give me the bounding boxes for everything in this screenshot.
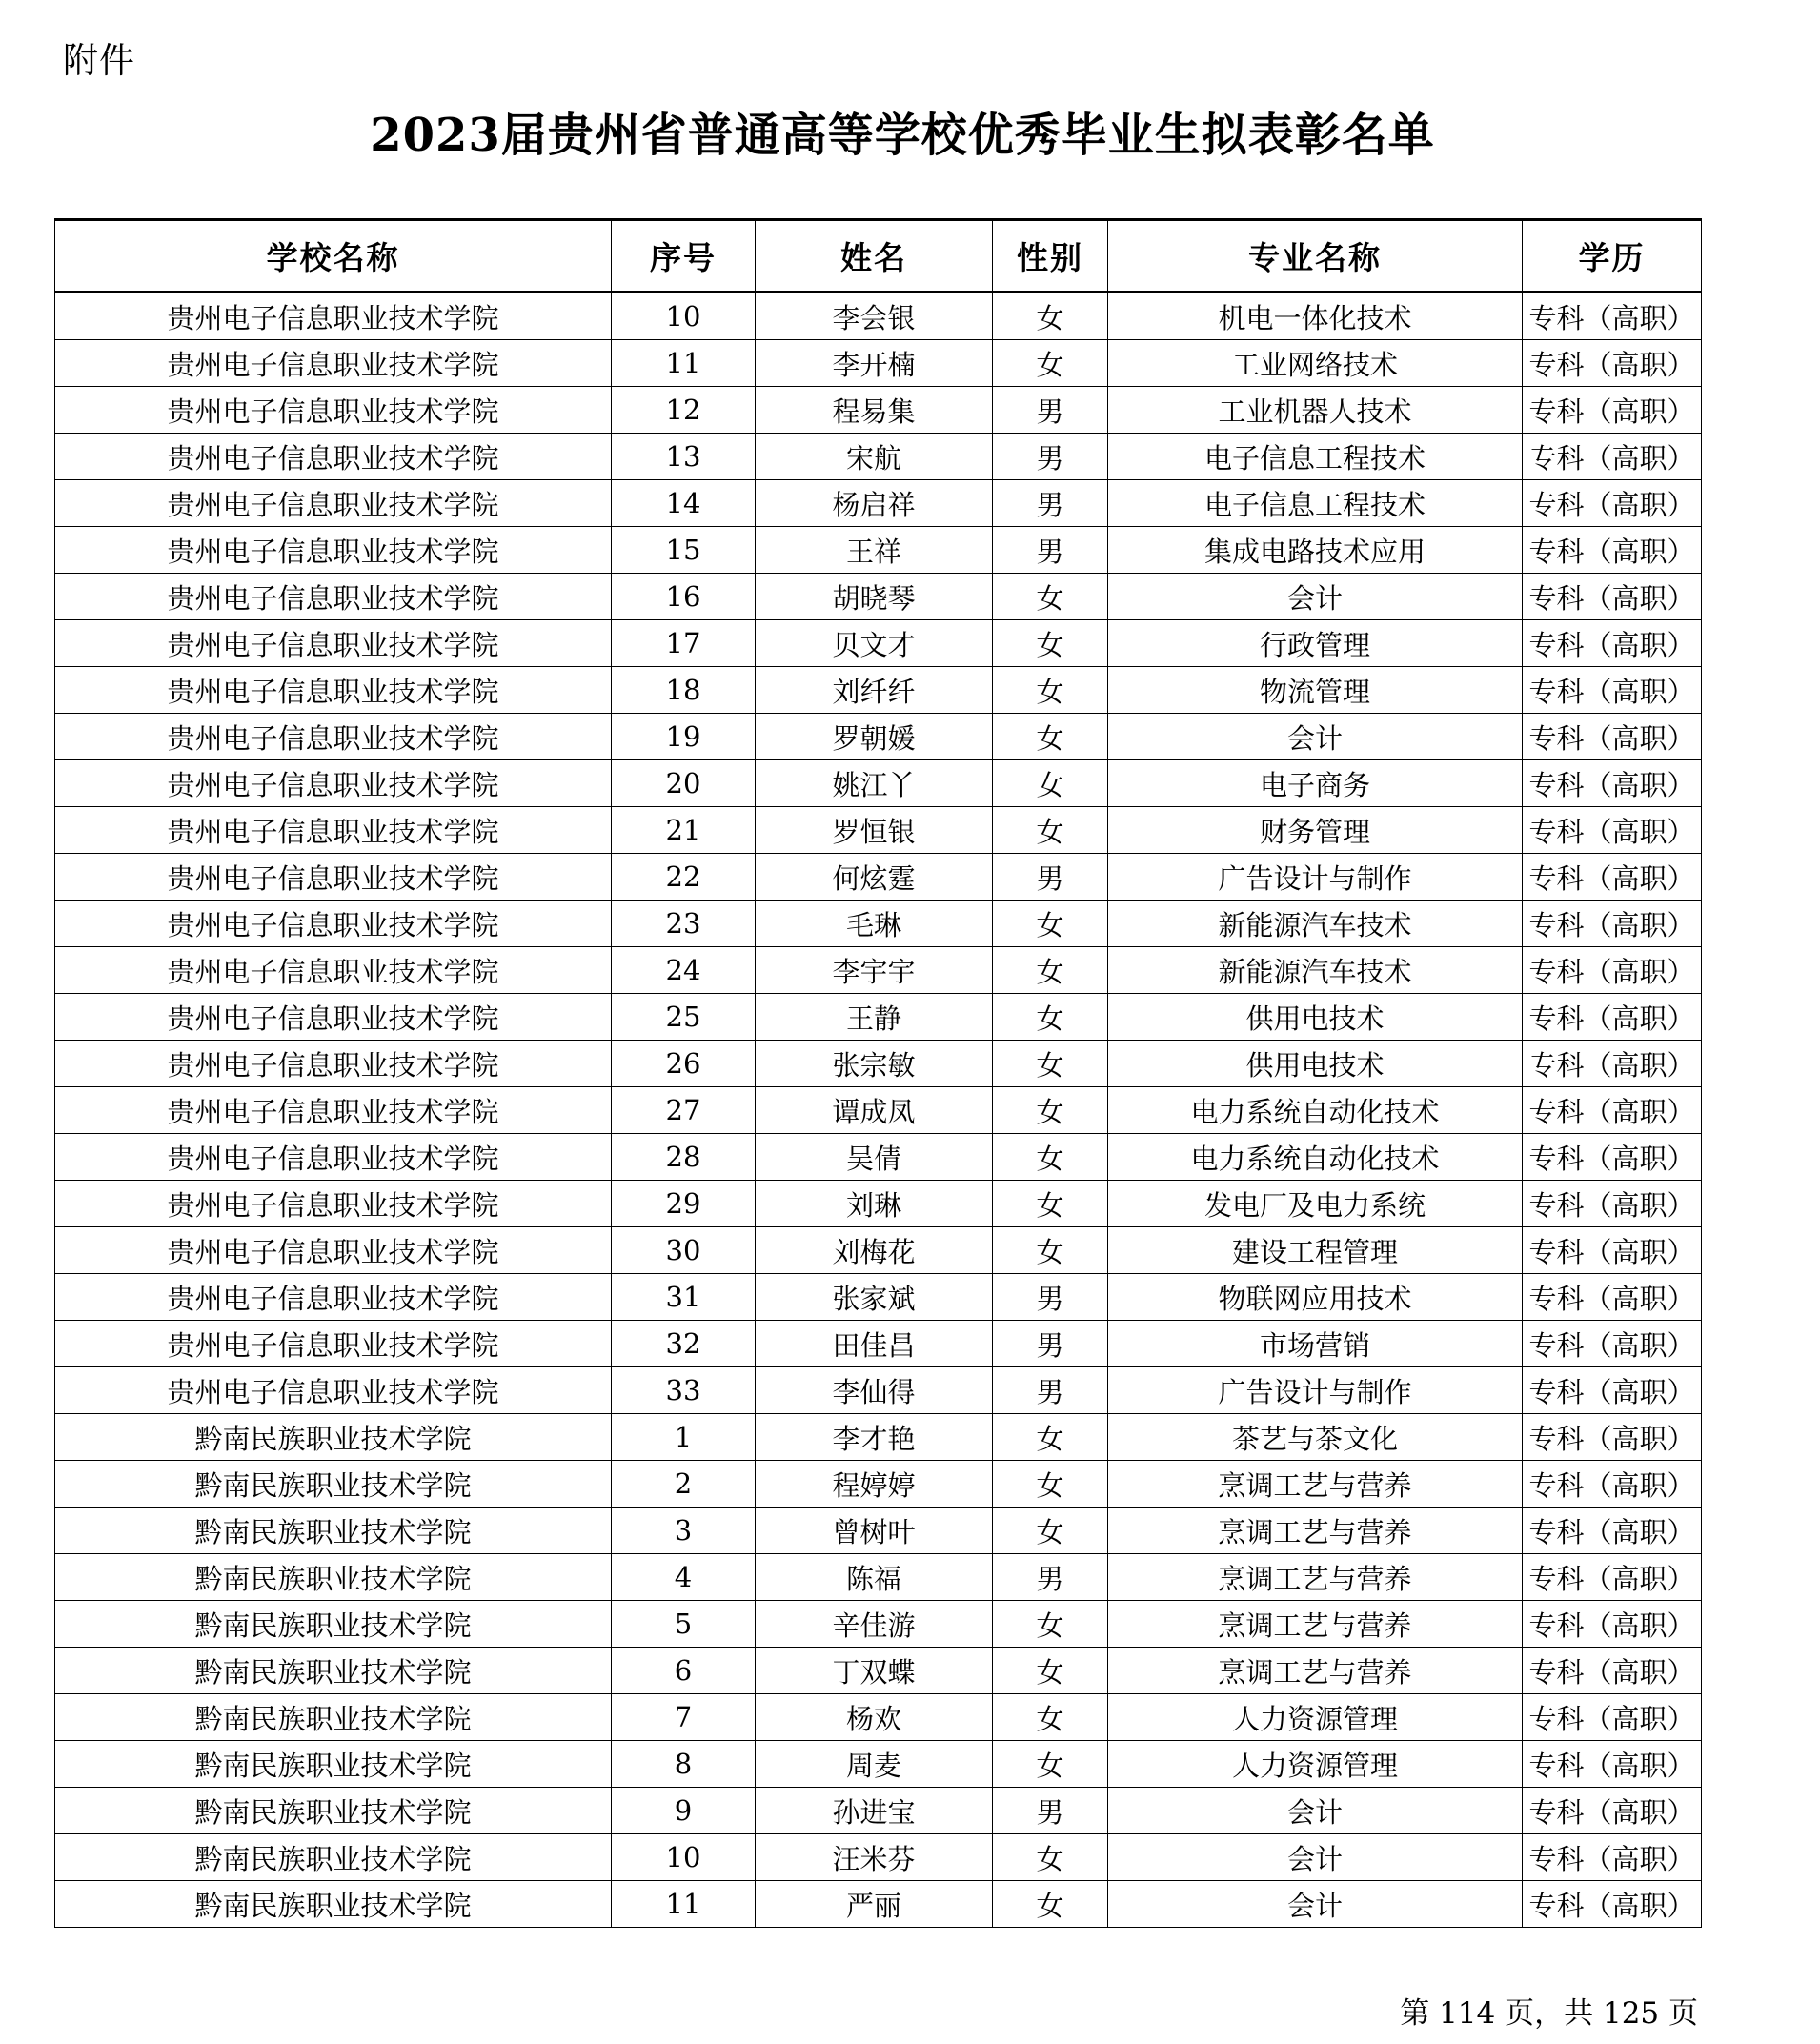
cell-school-name: 黔南民族职业技术学院 — [55, 1554, 612, 1601]
table-body — [55, 293, 1702, 1928]
table-row — [55, 1041, 1702, 1087]
cell-degree: 专科（高职） — [1523, 667, 1702, 714]
cell-school-name: 贵州电子信息职业技术学院 — [55, 1181, 612, 1227]
cell-degree: 专科（高职） — [1523, 901, 1702, 947]
table-row — [55, 1694, 1702, 1741]
cell-serial-number: 31 — [612, 1274, 756, 1321]
cell-serial-number: 5 — [612, 1601, 756, 1648]
cell-major-name: 烹调工艺与营养 — [1108, 1601, 1523, 1648]
cell-major-name: 广告设计与制作 — [1108, 1367, 1523, 1414]
cell-major-name: 新能源汽车技术 — [1108, 901, 1523, 947]
cell-school-name: 贵州电子信息职业技术学院 — [55, 1274, 612, 1321]
cell-gender: 女 — [993, 340, 1108, 387]
cell-student-name: 张家斌 — [756, 1274, 993, 1321]
cell-serial-number: 15 — [612, 527, 756, 574]
header-row — [55, 220, 1702, 293]
cell-serial-number: 2 — [612, 1461, 756, 1508]
cell-major-name: 物联网应用技术 — [1108, 1274, 1523, 1321]
cell-degree: 专科（高职） — [1523, 1648, 1702, 1694]
table-header — [55, 220, 1702, 293]
cell-gender: 男 — [993, 480, 1108, 527]
cell-student-name: 姚江丫 — [756, 760, 993, 807]
cell-serial-number: 17 — [612, 620, 756, 667]
cell-student-name: 程婷婷 — [756, 1461, 993, 1508]
cell-major-name: 人力资源管理 — [1108, 1694, 1523, 1741]
table-row — [55, 1601, 1702, 1648]
cell-major-name: 会计 — [1108, 714, 1523, 760]
cell-gender: 女 — [993, 1648, 1108, 1694]
table-row — [55, 807, 1702, 854]
table-row — [55, 760, 1702, 807]
table-row — [55, 293, 1702, 340]
cell-gender: 男 — [993, 1788, 1108, 1834]
table-row — [55, 1508, 1702, 1554]
cell-degree: 专科（高职） — [1523, 480, 1702, 527]
cell-student-name: 宋航 — [756, 434, 993, 480]
table-row — [55, 901, 1702, 947]
cell-serial-number: 9 — [612, 1788, 756, 1834]
cell-major-name: 机电一体化技术 — [1108, 293, 1523, 340]
cell-degree: 专科（高职） — [1523, 293, 1702, 340]
honoree-table — [54, 218, 1702, 1928]
cell-serial-number: 19 — [612, 714, 756, 760]
cell-degree: 专科（高职） — [1523, 574, 1702, 620]
cell-student-name: 刘纤纤 — [756, 667, 993, 714]
cell-student-name: 孙进宝 — [756, 1788, 993, 1834]
cell-school-name: 贵州电子信息职业技术学院 — [55, 714, 612, 760]
cell-degree: 专科（高职） — [1523, 1601, 1702, 1648]
cell-degree: 专科（高职） — [1523, 1741, 1702, 1788]
cell-degree: 专科（高职） — [1523, 1134, 1702, 1181]
cell-gender: 男 — [993, 1274, 1108, 1321]
cell-degree: 专科（高职） — [1523, 1274, 1702, 1321]
cell-serial-number: 26 — [612, 1041, 756, 1087]
table-row — [55, 1834, 1702, 1881]
cell-serial-number: 30 — [612, 1227, 756, 1274]
cell-serial-number: 7 — [612, 1694, 756, 1741]
cell-serial-number: 10 — [612, 293, 756, 340]
cell-school-name: 贵州电子信息职业技术学院 — [55, 1367, 612, 1414]
cell-student-name: 严丽 — [756, 1881, 993, 1928]
table-row — [55, 1788, 1702, 1834]
cell-major-name: 会计 — [1108, 1788, 1523, 1834]
cell-gender: 男 — [993, 434, 1108, 480]
table-row — [55, 1227, 1702, 1274]
cell-student-name: 杨欢 — [756, 1694, 993, 1741]
table-row — [55, 1274, 1702, 1321]
cell-degree: 专科（高职） — [1523, 1181, 1702, 1227]
cell-degree: 专科（高职） — [1523, 387, 1702, 434]
cell-serial-number: 14 — [612, 480, 756, 527]
cell-school-name: 贵州电子信息职业技术学院 — [55, 434, 612, 480]
cell-gender: 女 — [993, 1181, 1108, 1227]
cell-serial-number: 11 — [612, 1881, 756, 1928]
cell-major-name: 烹调工艺与营养 — [1108, 1648, 1523, 1694]
cell-student-name: 李开楠 — [756, 340, 993, 387]
cell-degree: 专科（高职） — [1523, 1694, 1702, 1741]
cell-degree: 专科（高职） — [1523, 994, 1702, 1041]
cell-school-name: 贵州电子信息职业技术学院 — [55, 527, 612, 574]
cell-major-name: 烹调工艺与营养 — [1108, 1554, 1523, 1601]
cell-gender: 男 — [993, 854, 1108, 901]
cell-student-name: 田佳昌 — [756, 1321, 993, 1367]
cell-school-name: 贵州电子信息职业技术学院 — [55, 1227, 612, 1274]
cell-degree: 专科（高职） — [1523, 714, 1702, 760]
table-row — [55, 387, 1702, 434]
cell-student-name: 李才艳 — [756, 1414, 993, 1461]
cell-school-name: 贵州电子信息职业技术学院 — [55, 620, 612, 667]
cell-serial-number: 11 — [612, 340, 756, 387]
cell-major-name: 电子信息工程技术 — [1108, 480, 1523, 527]
cell-school-name: 贵州电子信息职业技术学院 — [55, 901, 612, 947]
cell-gender: 女 — [993, 714, 1108, 760]
cell-school-name: 贵州电子信息职业技术学院 — [55, 293, 612, 340]
cell-major-name: 电力系统自动化技术 — [1108, 1134, 1523, 1181]
cell-student-name: 陈福 — [756, 1554, 993, 1601]
cell-serial-number: 13 — [612, 434, 756, 480]
cell-gender: 女 — [993, 293, 1108, 340]
column-header-gender: 性别 — [993, 220, 1108, 293]
table-row — [55, 1181, 1702, 1227]
cell-student-name: 谭成凤 — [756, 1087, 993, 1134]
cell-gender: 女 — [993, 1694, 1108, 1741]
cell-degree: 专科（高职） — [1523, 1414, 1702, 1461]
cell-gender: 女 — [993, 807, 1108, 854]
cell-gender: 女 — [993, 1834, 1108, 1881]
cell-gender: 男 — [993, 1367, 1108, 1414]
cell-major-name: 物流管理 — [1108, 667, 1523, 714]
column-header-serial-number: 序号 — [612, 220, 756, 293]
cell-serial-number: 8 — [612, 1741, 756, 1788]
cell-school-name: 贵州电子信息职业技术学院 — [55, 667, 612, 714]
cell-school-name: 黔南民族职业技术学院 — [55, 1414, 612, 1461]
column-header-major-name: 专业名称 — [1108, 220, 1523, 293]
table-row — [55, 1134, 1702, 1181]
cell-student-name: 周麦 — [756, 1741, 993, 1788]
cell-major-name: 茶艺与茶文化 — [1108, 1414, 1523, 1461]
cell-student-name: 罗朝媛 — [756, 714, 993, 760]
table-row — [55, 574, 1702, 620]
cell-gender: 男 — [993, 387, 1108, 434]
cell-degree: 专科（高职） — [1523, 1788, 1702, 1834]
cell-gender: 女 — [993, 1741, 1108, 1788]
cell-serial-number: 33 — [612, 1367, 756, 1414]
cell-major-name: 电子商务 — [1108, 760, 1523, 807]
cell-serial-number: 4 — [612, 1554, 756, 1601]
cell-serial-number: 3 — [612, 1508, 756, 1554]
table-row — [55, 947, 1702, 994]
cell-major-name: 建设工程管理 — [1108, 1227, 1523, 1274]
cell-degree: 专科（高职） — [1523, 1881, 1702, 1928]
cell-school-name: 黔南民族职业技术学院 — [55, 1788, 612, 1834]
table-row — [55, 1881, 1702, 1928]
cell-gender: 女 — [993, 947, 1108, 994]
cell-major-name: 会计 — [1108, 574, 1523, 620]
cell-gender: 女 — [993, 620, 1108, 667]
cell-student-name: 王静 — [756, 994, 993, 1041]
cell-student-name: 程易集 — [756, 387, 993, 434]
attachment-label: 附件 — [63, 40, 135, 81]
column-header-school-name: 学校名称 — [55, 220, 612, 293]
cell-student-name: 毛琳 — [756, 901, 993, 947]
table-row — [55, 1554, 1702, 1601]
cell-school-name: 贵州电子信息职业技术学院 — [55, 387, 612, 434]
column-header-student-name: 姓名 — [756, 220, 993, 293]
cell-student-name: 汪米芬 — [756, 1834, 993, 1881]
cell-gender: 女 — [993, 1041, 1108, 1087]
table-row — [55, 854, 1702, 901]
cell-student-name: 刘梅花 — [756, 1227, 993, 1274]
table-row — [55, 1367, 1702, 1414]
cell-school-name: 黔南民族职业技术学院 — [55, 1461, 612, 1508]
cell-degree: 专科（高职） — [1523, 527, 1702, 574]
cell-gender: 女 — [993, 1087, 1108, 1134]
cell-gender: 女 — [993, 901, 1108, 947]
page-number-footer: 第 114 页，共 125 页 — [1400, 1996, 1698, 2031]
cell-serial-number: 1 — [612, 1414, 756, 1461]
cell-school-name: 贵州电子信息职业技术学院 — [55, 340, 612, 387]
cell-school-name: 黔南民族职业技术学院 — [55, 1741, 612, 1788]
cell-degree: 专科（高职） — [1523, 1367, 1702, 1414]
cell-degree: 专科（高职） — [1523, 1041, 1702, 1087]
cell-serial-number: 16 — [612, 574, 756, 620]
cell-student-name: 张宗敏 — [756, 1041, 993, 1087]
cell-major-name: 电子信息工程技术 — [1108, 434, 1523, 480]
cell-major-name: 人力资源管理 — [1108, 1741, 1523, 1788]
cell-degree: 专科（高职） — [1523, 1834, 1702, 1881]
table-row — [55, 1087, 1702, 1134]
cell-degree: 专科（高职） — [1523, 1508, 1702, 1554]
cell-gender: 女 — [993, 994, 1108, 1041]
cell-degree: 专科（高职） — [1523, 947, 1702, 994]
cell-gender: 女 — [993, 1414, 1108, 1461]
cell-student-name: 何炫霆 — [756, 854, 993, 901]
cell-degree: 专科（高职） — [1523, 854, 1702, 901]
table-row — [55, 1648, 1702, 1694]
cell-serial-number: 21 — [612, 807, 756, 854]
cell-degree: 专科（高职） — [1523, 620, 1702, 667]
cell-school-name: 贵州电子信息职业技术学院 — [55, 574, 612, 620]
cell-school-name: 贵州电子信息职业技术学院 — [55, 947, 612, 994]
cell-gender: 女 — [993, 760, 1108, 807]
cell-major-name: 烹调工艺与营养 — [1108, 1508, 1523, 1554]
table-row — [55, 434, 1702, 480]
cell-school-name: 黔南民族职业技术学院 — [55, 1601, 612, 1648]
cell-school-name: 黔南民族职业技术学院 — [55, 1834, 612, 1881]
table-row — [55, 620, 1702, 667]
document-title: 2023届贵州省普通高等学校优秀毕业生拟表彰名单 — [370, 109, 1435, 162]
cell-student-name: 辛佳游 — [756, 1601, 993, 1648]
cell-serial-number: 12 — [612, 387, 756, 434]
cell-major-name: 烹调工艺与营养 — [1108, 1461, 1523, 1508]
cell-major-name: 广告设计与制作 — [1108, 854, 1523, 901]
cell-student-name: 贝文才 — [756, 620, 993, 667]
table-row — [55, 1321, 1702, 1367]
cell-serial-number: 6 — [612, 1648, 756, 1694]
cell-serial-number: 10 — [612, 1834, 756, 1881]
cell-student-name: 王祥 — [756, 527, 993, 574]
cell-serial-number: 23 — [612, 901, 756, 947]
cell-school-name: 贵州电子信息职业技术学院 — [55, 854, 612, 901]
cell-major-name: 财务管理 — [1108, 807, 1523, 854]
cell-major-name: 供用电技术 — [1108, 994, 1523, 1041]
cell-degree: 专科（高职） — [1523, 760, 1702, 807]
cell-degree: 专科（高职） — [1523, 1227, 1702, 1274]
cell-student-name: 李会银 — [756, 293, 993, 340]
table-row — [55, 340, 1702, 387]
cell-major-name: 工业网络技术 — [1108, 340, 1523, 387]
cell-major-name: 集成电路技术应用 — [1108, 527, 1523, 574]
cell-serial-number: 28 — [612, 1134, 756, 1181]
cell-gender: 女 — [993, 1461, 1108, 1508]
cell-school-name: 贵州电子信息职业技术学院 — [55, 994, 612, 1041]
cell-major-name: 电力系统自动化技术 — [1108, 1087, 1523, 1134]
cell-serial-number: 18 — [612, 667, 756, 714]
cell-student-name: 胡晓琴 — [756, 574, 993, 620]
cell-student-name: 李宇宇 — [756, 947, 993, 994]
cell-student-name: 吴倩 — [756, 1134, 993, 1181]
cell-major-name: 供用电技术 — [1108, 1041, 1523, 1087]
cell-major-name: 新能源汽车技术 — [1108, 947, 1523, 994]
cell-major-name: 市场营销 — [1108, 1321, 1523, 1367]
cell-degree: 专科（高职） — [1523, 434, 1702, 480]
cell-school-name: 贵州电子信息职业技术学院 — [55, 1134, 612, 1181]
cell-degree: 专科（高职） — [1523, 340, 1702, 387]
cell-student-name: 杨启祥 — [756, 480, 993, 527]
cell-serial-number: 22 — [612, 854, 756, 901]
cell-degree: 专科（高职） — [1523, 807, 1702, 854]
column-header-degree: 学历 — [1523, 220, 1702, 293]
cell-gender: 女 — [993, 1227, 1108, 1274]
cell-school-name: 贵州电子信息职业技术学院 — [55, 480, 612, 527]
cell-school-name: 黔南民族职业技术学院 — [55, 1694, 612, 1741]
table-row — [55, 480, 1702, 527]
cell-student-name: 丁双蝶 — [756, 1648, 993, 1694]
cell-serial-number: 32 — [612, 1321, 756, 1367]
cell-major-name: 发电厂及电力系统 — [1108, 1181, 1523, 1227]
cell-gender: 男 — [993, 1321, 1108, 1367]
table-row — [55, 714, 1702, 760]
cell-degree: 专科（高职） — [1523, 1087, 1702, 1134]
cell-student-name: 刘琳 — [756, 1181, 993, 1227]
cell-serial-number: 24 — [612, 947, 756, 994]
cell-gender: 男 — [993, 1554, 1108, 1601]
cell-serial-number: 20 — [612, 760, 756, 807]
cell-student-name: 李仙得 — [756, 1367, 993, 1414]
cell-gender: 男 — [993, 527, 1108, 574]
cell-gender: 女 — [993, 667, 1108, 714]
table-row — [55, 1414, 1702, 1461]
cell-student-name: 罗恒银 — [756, 807, 993, 854]
table-row — [55, 1461, 1702, 1508]
cell-degree: 专科（高职） — [1523, 1461, 1702, 1508]
cell-school-name: 贵州电子信息职业技术学院 — [55, 1041, 612, 1087]
cell-serial-number: 29 — [612, 1181, 756, 1227]
cell-degree: 专科（高职） — [1523, 1554, 1702, 1601]
cell-gender: 女 — [993, 1601, 1108, 1648]
table-row — [55, 527, 1702, 574]
cell-major-name: 会计 — [1108, 1881, 1523, 1928]
cell-gender: 女 — [993, 574, 1108, 620]
cell-school-name: 黔南民族职业技术学院 — [55, 1508, 612, 1554]
cell-school-name: 贵州电子信息职业技术学院 — [55, 807, 612, 854]
cell-school-name: 黔南民族职业技术学院 — [55, 1881, 612, 1928]
cell-major-name: 会计 — [1108, 1834, 1523, 1881]
table-row — [55, 667, 1702, 714]
cell-serial-number: 27 — [612, 1087, 756, 1134]
cell-student-name: 曾树叶 — [756, 1508, 993, 1554]
cell-gender: 女 — [993, 1508, 1108, 1554]
cell-school-name: 贵州电子信息职业技术学院 — [55, 1087, 612, 1134]
cell-serial-number: 25 — [612, 994, 756, 1041]
cell-school-name: 黔南民族职业技术学院 — [55, 1648, 612, 1694]
cell-major-name: 行政管理 — [1108, 620, 1523, 667]
cell-school-name: 贵州电子信息职业技术学院 — [55, 760, 612, 807]
cell-major-name: 工业机器人技术 — [1108, 387, 1523, 434]
cell-gender: 女 — [993, 1134, 1108, 1181]
cell-school-name: 贵州电子信息职业技术学院 — [55, 1321, 612, 1367]
table-row — [55, 994, 1702, 1041]
table-row — [55, 1741, 1702, 1788]
cell-gender: 女 — [993, 1881, 1108, 1928]
cell-degree: 专科（高职） — [1523, 1321, 1702, 1367]
